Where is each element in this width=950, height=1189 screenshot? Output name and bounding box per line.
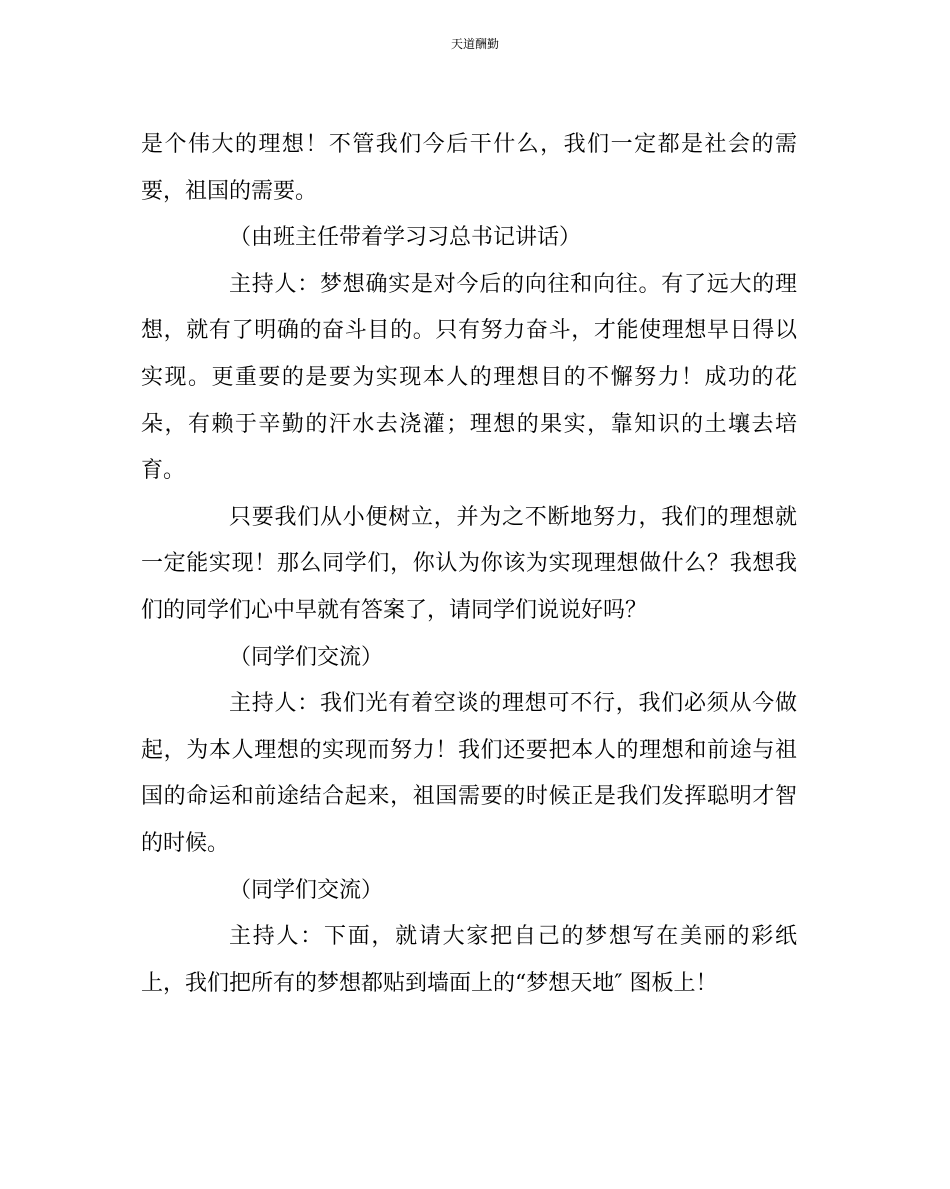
paragraph-host-speech: 只要我们从小便树立，并为之不断地努力，我们的理想就一定能实现！那么同学们，你认为你该为实现理想做什么？我想我们的同学们心中早就有答案了，请同学们说说好吗？ xyxy=(141,504,797,623)
page-header: 天道酬勤 xyxy=(450,37,499,51)
paragraph-stage-direction: （同学们交流） xyxy=(229,644,384,670)
paragraph-host-speech: 主持人：下面，就请大家把自己的梦想写在美丽的彩纸上，我们把所有的梦想都贴到墙面上的“梦想天地″ 图板上！ xyxy=(141,924,797,996)
document-body xyxy=(141,122,797,1007)
paragraph-continuation: 是个伟大的理想！不管我们今后干什么，我们一定都是社会的需要，祖国的需要。 xyxy=(141,132,797,204)
paragraph-stage-direction: （同学们交流） xyxy=(229,877,384,903)
paragraph-host-speech: 主持人：我们光有着空谈的理想可不行，我们必须从今做起，为本人理想的实现而努力！我们还要把本人的理想和前途与祖国的命运和前途结合起来，祖国需要的时候正是我们发挥聪明才智的时候。 xyxy=(141,691,797,856)
paragraph-host-speech: 主持人：梦想确实是对今后的向往和向往。有了远大的理想，就有了明确的奋斗目的。只有努力奋斗，才能使理想早日得以实现。更重要的是要为实现本人的理想目的不懈努力！成功的花朵，有赖于辛勤的汗水去浇灌；理想的果实，靠知识的土壤去培育。 xyxy=(141,271,797,484)
paragraph-stage-direction: （由班主任带着学习习总书记讲话） xyxy=(229,225,582,251)
